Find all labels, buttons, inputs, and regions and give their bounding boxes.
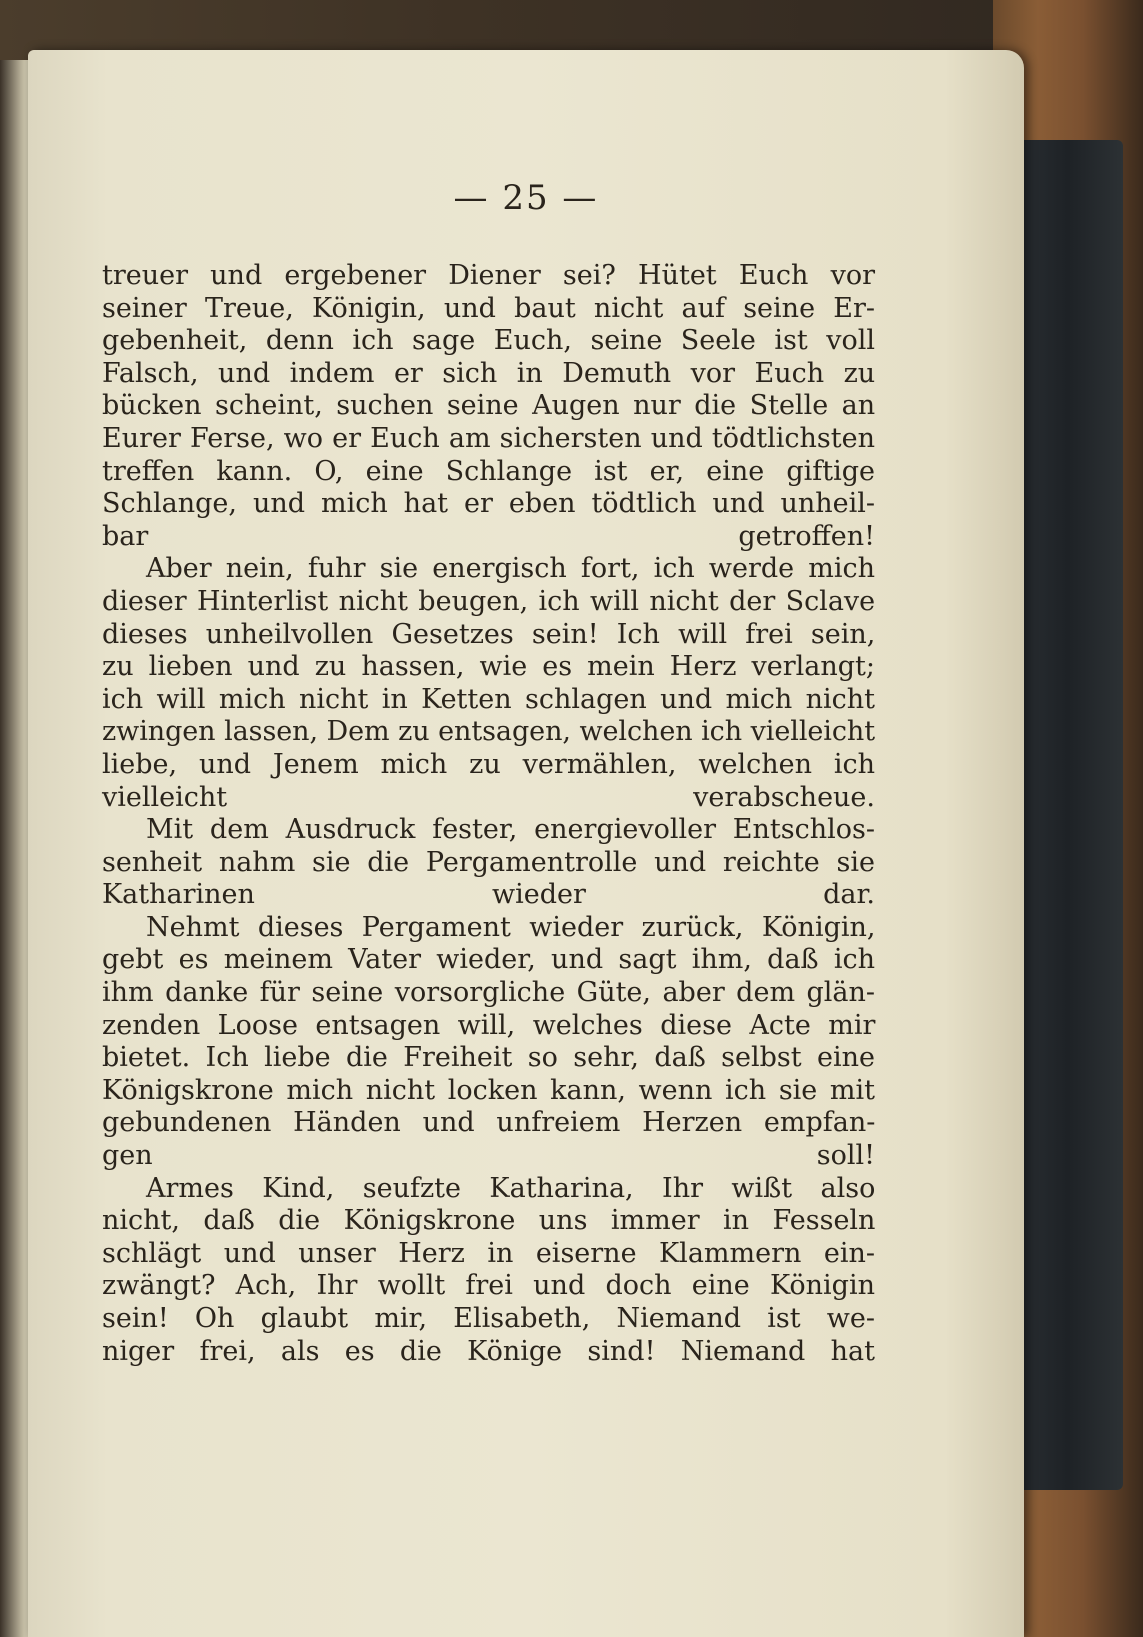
text-line: niger frei, als es die Könige sind! Niemand hat — [102, 1335, 875, 1367]
book-page — [28, 50, 1024, 1637]
text-line: gen soll! — [102, 1140, 875, 1172]
page-number: — 25 — — [453, 178, 599, 218]
text-line: gebenheit, denn ich sage Euch, seine Seele ist voll — [102, 325, 875, 357]
text-line: senheit nahm sie die Pergamentrolle und reichte sie — [102, 846, 875, 878]
text-line: dieser Hinterlist nicht beugen, ich will nicht der Sclave — [102, 585, 876, 617]
paragraph — [102, 553, 875, 814]
paragraph — [102, 1173, 875, 1369]
body-text — [102, 260, 875, 1368]
text-line: zwingen lassen, Dem zu entsagen, welchen ich vielleicht — [102, 716, 875, 748]
paragraph — [102, 912, 875, 1173]
text-line: liebe, und Jenem mich zu vermählen, welchen ich — [102, 748, 875, 780]
book-spine-cloth — [1013, 140, 1123, 1490]
text-line: dieses unheilvollen Gesetzes sein! Ich will frei sein, — [102, 618, 876, 650]
text-line: bar getroffen! — [102, 520, 875, 552]
text-line: Nehmt dieses Pergament wieder zurück, Königin, — [146, 911, 876, 943]
paragraph — [102, 260, 875, 553]
text-line: Falsch, und indem er sich in Demuth vor Euch zu — [102, 357, 876, 389]
text-line: bücken scheint, suchen seine Augen nur die Stelle an — [102, 390, 876, 422]
text-line: sein! Oh glaubt mir, Elisabeth, Niemand ist we- — [102, 1303, 875, 1334]
text-line: bietet. Ich liebe die Freiheit so sehr, daß selbst eine — [102, 1042, 875, 1074]
text-line: gebt es meinem Vater wieder, und sagt ihm, daß ich — [102, 944, 875, 976]
text-line: treuer und ergebener Diener sei? Hütet Euch vor — [102, 260, 875, 291]
text-line: Schlange, und mich hat er eben tödtlich und unheil- — [102, 488, 875, 520]
text-line: Aber nein, fuhr sie energisch fort, ich werde mich — [146, 553, 875, 585]
paragraph — [102, 814, 875, 912]
text-line: ihm danke für seine vorsorgliche Güte, aber dem glän- — [102, 977, 876, 1009]
text-line: zwängt? Ach, Ihr wollt frei und doch eine Königin — [102, 1270, 875, 1302]
text-line: nicht, daß die Königskrone uns immer in Fesseln — [102, 1205, 876, 1237]
text-line: Königskrone mich nicht locken kann, wenn ich sie mit — [102, 1074, 875, 1106]
text-line: treffen kann. O, eine Schlange ist er, eine giftige — [102, 455, 875, 487]
text-line: ich will mich nicht in Ketten schlagen und mich nicht — [102, 683, 876, 715]
text-line: zenden Loose entsagen will, welches diese Acte mir — [102, 1009, 876, 1041]
text-line: Katharinen wieder dar. — [102, 879, 875, 911]
text-line: schlägt und unser Herz in eiserne Klammern ein- — [102, 1237, 875, 1269]
text-line: vielleicht verabscheue. — [102, 781, 875, 813]
text-line: Armes Kind, seufzte Katharina, Ihr wißt also — [146, 1172, 876, 1204]
text-line: Eurer Ferse, wo er Euch am sichersten und tödtlichsten — [102, 422, 875, 454]
text-line: gebundenen Händen und unfreiem Herzen empfan- — [102, 1107, 876, 1139]
text-line: Mit dem Ausdruck fester, energievoller Entschlos- — [146, 814, 875, 846]
text-line: zu lieben und zu hassen, wie es mein Herz verlangt; — [102, 651, 875, 683]
text-line: seiner Treue, Königin, und baut nicht auf seine Er- — [102, 292, 875, 324]
